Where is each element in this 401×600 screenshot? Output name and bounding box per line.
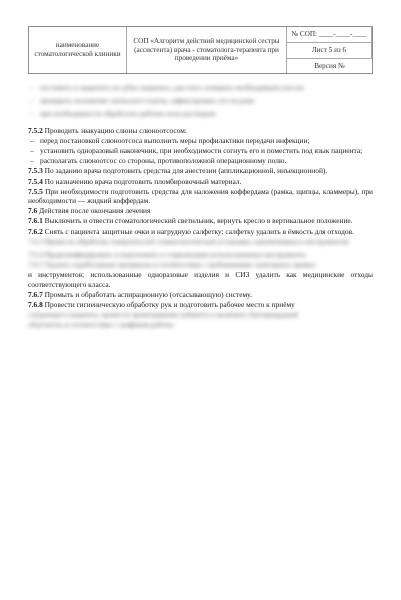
section-7-6-6-continuation: и инструментов; использованные одноразовые изделия и СИЗ удалить как медицинские отходы соответствующего класса. [28,270,373,289]
document-header-table [28,26,373,74]
section-7-6-8: 7.6.8 Провести гигиеническую обработку рук и подготовить рабочее место к приёму [28,300,295,310]
sop-number-cell: № СОП: ____-____-____ [287,27,372,43]
section-7-5-5: 7.5.5 При необходимости подготовить средства для наложения коффердама (рамка, щипцы, кламмеры), при необходимости — жидкий коффердам. [28,186,373,206]
sheet-number-cell: Лист 5 из 6 [287,43,372,59]
section-7-6-7: 7.6.7 Промыть и обработать аспирационную (отсасывающую) систему. [28,289,252,299]
blurred-paragraph: следующего пациента, провести проветривание кабинета и включить бактерицидный [28,310,298,320]
section-7-5-4: 7.5.4 По назначению врача подготовить пломбировочный материал. [28,176,242,186]
blurred-bullet: – поставить и закрепить на зубах пациента, для этого отмерить необходимый участок [30,83,305,92]
blurred-paragraph: 7.6.3 Провести обработку поверхностей стоматологической установки, наконечников и инструментов [28,236,349,246]
blurred-bullet: – при необходимости обработать рабочее поле раствором [30,109,216,119]
version-cell: Версия № [314,61,345,70]
section-7-5-2: 7.5.2 Проводить эвакуацию слюны слюноотсосом: [28,125,187,135]
sop-title-cell: СОП «Алгоритм действий медицинской сестры (ассистента) врача - стоматолога-терапевта при проведении приёма» [127,27,287,73]
blurred-paragraph: 7.6.4 Продезинфицировать и подготовить к стерилизации использованные инструменты [28,250,306,260]
blurred-bullet: – проверить положение латексного платка, зафиксировать его на раме [30,96,255,106]
document-body [28,83,373,330]
clinic-name-cell: наименование стоматологической клиники [29,27,127,73]
blurred-paragraph: 7.6.5 Удалить отработанные материалы в соответствии с требованиями санитарных правил [28,260,316,270]
section-7-6-1: 7.6.1 Выключить и отвести стоматологический светильник, вернуть кресло в вертикальное положение. [28,216,353,226]
section-7-6-heading: 7.6 Действия после окончания лечения [28,206,151,216]
list-item: – располагать слюноотсос со стороны, противоположной операционному полю. [30,156,287,166]
blurred-paragraph: облучатель в соответствии с графиком работы [28,320,174,330]
list-item: – перед постановкой слюноотсоса выполнить меры профилактики передачи инфекции; [30,135,310,145]
section-7-5-3: 7.5.3 По заданию врача подготовить средства для анестезии (аппликационной, инъекционной). [28,166,328,176]
list-item: – установить одноразовый наконечник, при необходимости согнуть его и поместить под язык пациента; [30,146,363,156]
section-7-6-2: 7.6.2 Снять с пациента защитные очки и нагрудную салфетку; салфетку удалить в ёмкость для отходов. [28,226,354,236]
